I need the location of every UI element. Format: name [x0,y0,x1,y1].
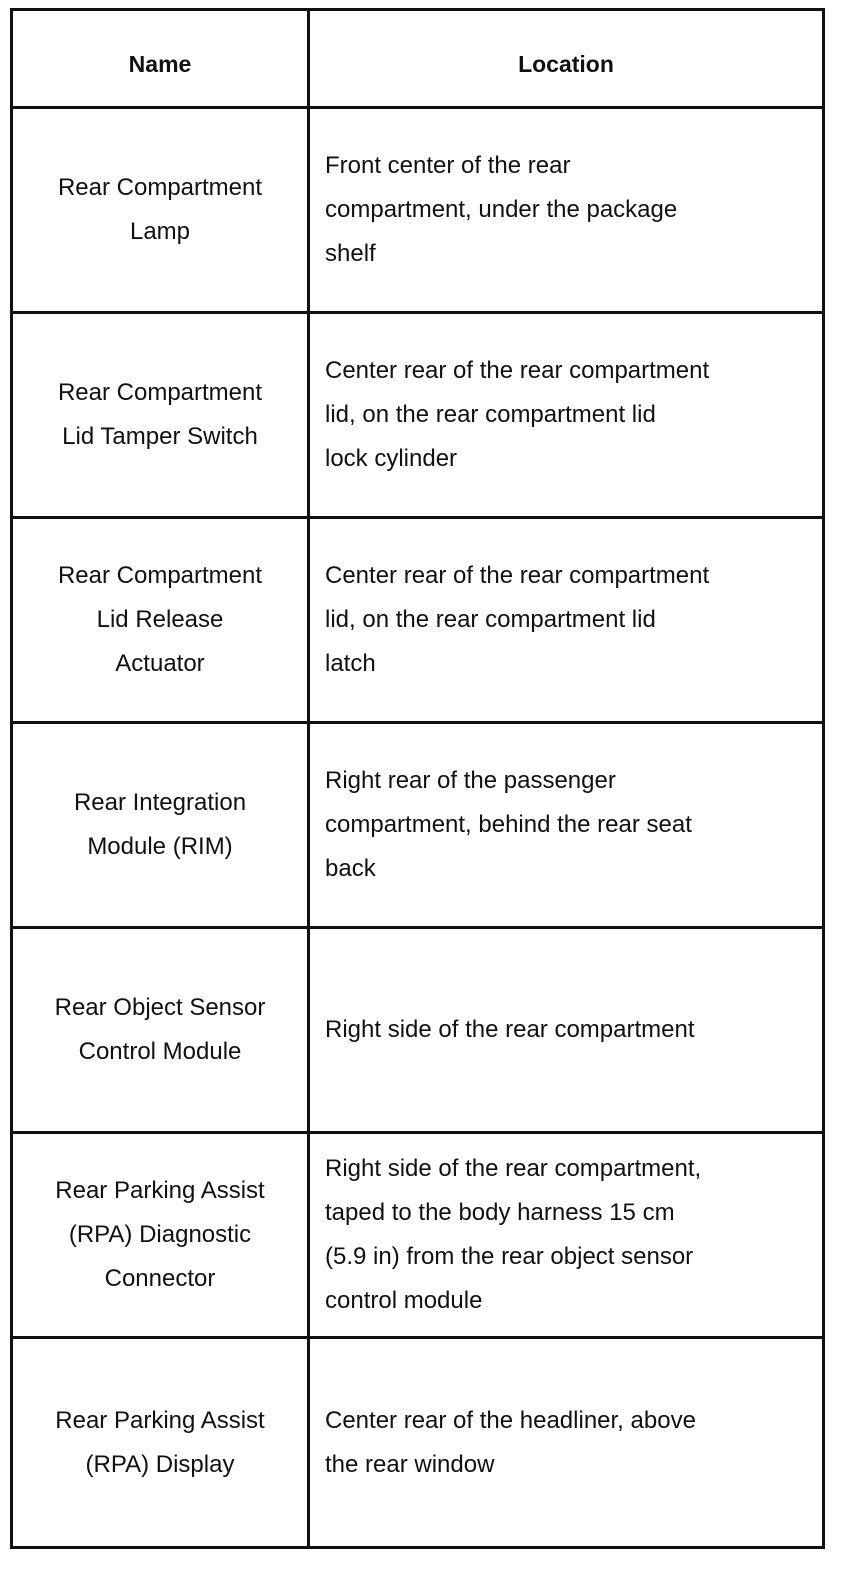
name-cell [12,723,309,928]
name-line: Lid Tamper Switch [62,423,258,450]
header-name: Name [12,10,309,108]
location-cell [309,928,824,1133]
table-row [12,313,824,518]
location-line: control module [325,1287,483,1314]
name-line: Control Module [78,1038,242,1065]
location-line: back [325,855,376,882]
name-line: Rear Parking Assist [55,1177,265,1204]
name-cell [12,1133,309,1338]
name-line: Rear Parking Assist [55,1406,265,1434]
table-row [12,1133,824,1338]
name-cell [12,928,309,1133]
location-line: taped to the body harness 15 cm [325,1199,675,1226]
name-line: Module (RIM) [87,833,233,860]
name-line: Rear Object Sensor [54,994,266,1021]
table-row [12,1338,824,1548]
location-line: lid, on the rear compartment lid [325,606,656,633]
component-location-table [10,8,825,1549]
location-cell [309,313,824,518]
location-line: Right rear of the passenger [325,767,616,794]
name-cell [12,108,309,313]
location-line: lid, on the rear compartment lid [325,401,656,428]
name-cell [12,518,309,723]
name-line: Rear Integration [73,789,247,816]
name-line: Lamp [129,218,191,245]
name-line: Actuator [115,650,205,677]
name-cell [12,313,309,518]
location-line: Center rear of the headliner, above [325,1406,696,1434]
location-cell [309,723,824,928]
name-line: Rear Compartment [57,562,263,589]
name-line: Connector [104,1265,216,1292]
header-location: Location [309,10,824,108]
location-cell [309,108,824,313]
name-line: Rear Compartment [57,379,263,406]
name-line: (RPA) Diagnostic [68,1221,252,1248]
table-header-row [12,10,824,108]
location-line: Center rear of the rear compartment [325,562,710,589]
location-cell [309,1338,824,1548]
name-line: Rear Compartment [57,174,263,201]
name-cell [12,1338,309,1548]
location-line: Right side of the rear compartment [325,1016,695,1043]
name-line: Lid Release [96,606,224,633]
location-cell [309,1133,824,1338]
table-row [12,928,824,1133]
location-line: (5.9 in) from the rear object sensor [325,1243,694,1270]
location-line: lock cylinder [325,445,458,472]
location-line: Center rear of the rear compartment [325,357,710,384]
location-line: compartment, under the package [325,196,678,223]
location-line: Front center of the rear [325,152,571,179]
location-line: Right side of the rear compartment, [325,1155,702,1182]
table-row [12,108,824,313]
location-line: shelf [325,240,376,267]
location-line: the rear window [325,1450,495,1478]
location-line: compartment, behind the rear seat [325,811,692,838]
location-line: latch [325,650,376,677]
name-line: (RPA) Display [85,1450,235,1478]
table-row [12,518,824,723]
location-cell [309,518,824,723]
table-row [12,723,824,928]
